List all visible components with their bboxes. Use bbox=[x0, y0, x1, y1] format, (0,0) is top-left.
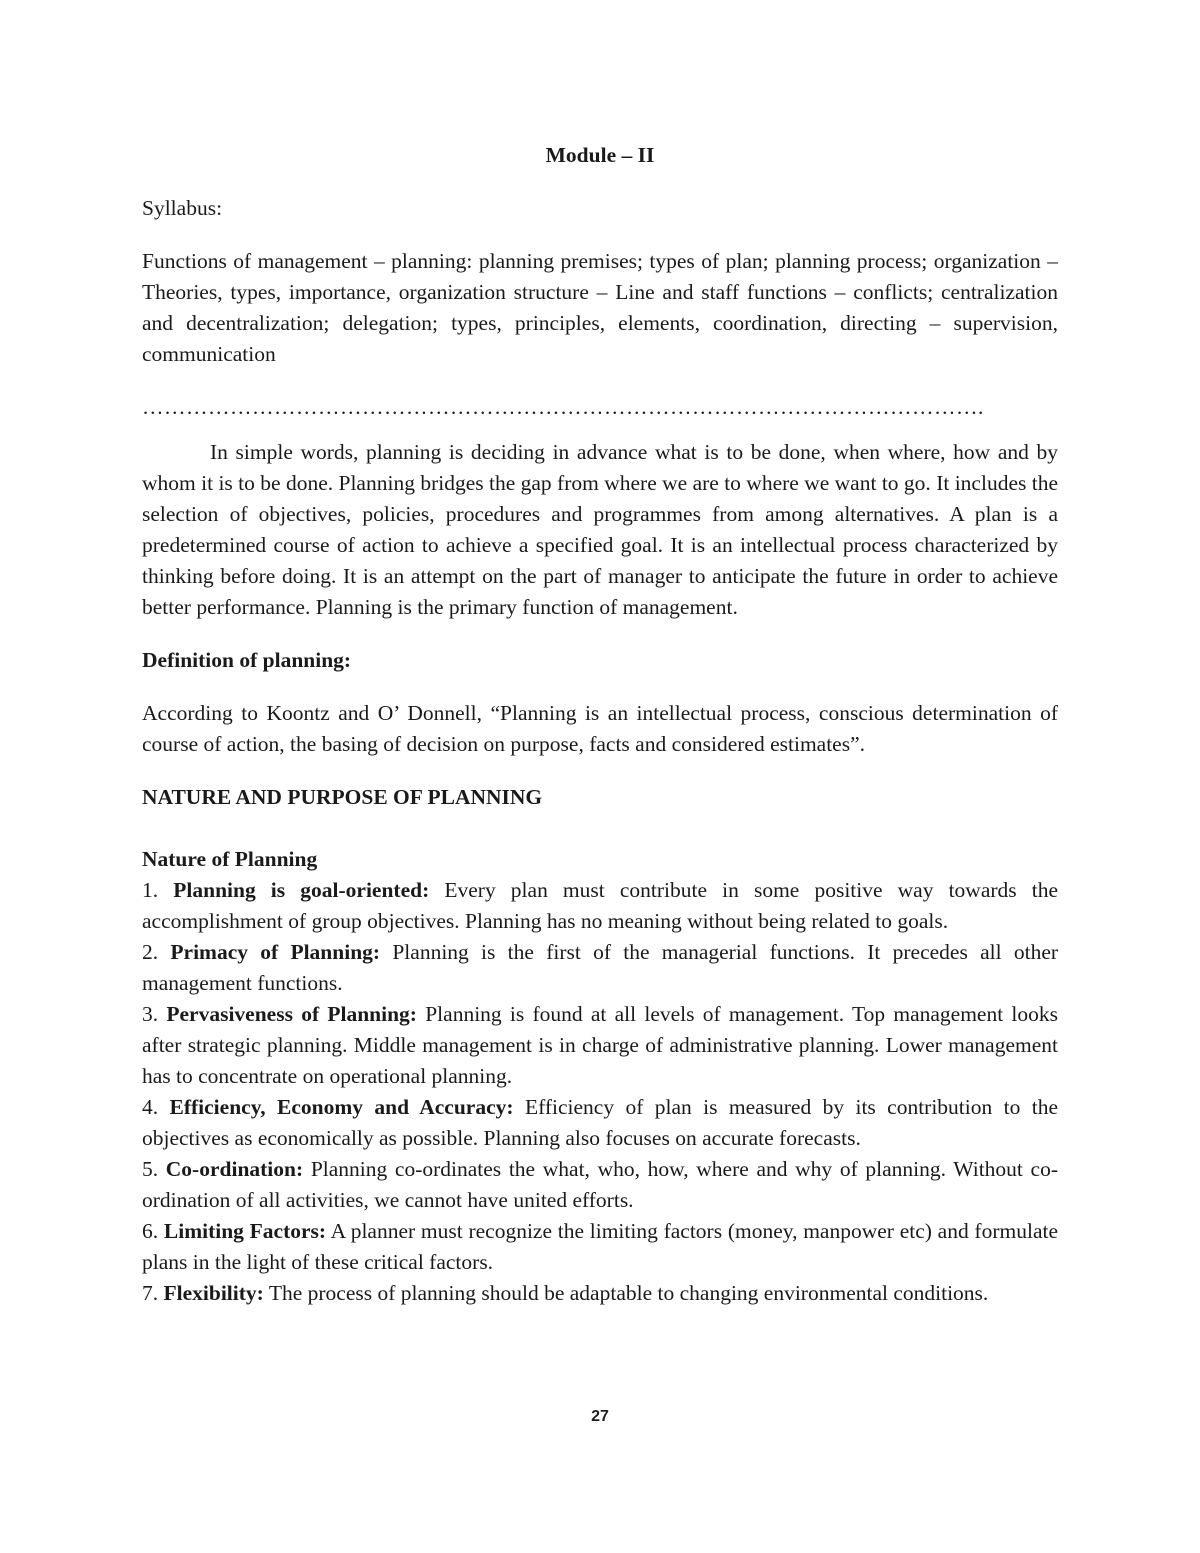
item-text: Planning co-ordinates the what, who, how, where and why of planning. Without co-ordination of all activities, we cannot have united efforts. bbox=[142, 1157, 1058, 1212]
item-number: 4. bbox=[142, 1095, 159, 1119]
item-number: 2. bbox=[142, 940, 159, 964]
item-text: Efficiency of plan is measured by its contribution to the objectives as economically as possible. Planning also focuses on accurate forecasts. bbox=[142, 1095, 1058, 1150]
item-title: Limiting Factors: bbox=[163, 1219, 327, 1243]
syllabus-label: Syllabus: bbox=[142, 196, 223, 220]
item-text: A planner must recognize the limiting factors (money, manpower etc) and formulate plans in the light of these critical factors. bbox=[142, 1219, 1059, 1274]
dotted-separator: ……………………………………………………………………………………………………. bbox=[142, 395, 984, 419]
item-title: Planning is goal-oriented: bbox=[173, 878, 430, 902]
item-number: 6. bbox=[142, 1219, 159, 1243]
section-heading: NATURE AND PURPOSE OF PLANNING bbox=[142, 785, 543, 809]
document-page bbox=[142, 140, 1058, 1309]
item-title: Flexibility: bbox=[163, 1281, 264, 1305]
module-title: Module – II bbox=[545, 143, 655, 167]
item-title: Primacy of Planning: bbox=[170, 940, 381, 964]
item-number: 1. bbox=[142, 878, 159, 902]
intro-paragraph: In simple words, planning is deciding in advance what is to be done, when where, how and by whom it is to be done. Planning bridges the gap from where we are to where we want to go. It includes the selection of objectives, policies, procedures and programmes from among alternatives. A plan is a predetermined course of action to achieve a specified goal. It is an intellectual process characterized by thinking before doing. It is an attempt on the part of manager to anticipate the future in order to achieve better performance. Planning is the primary function of management. bbox=[142, 440, 1058, 619]
list-item bbox=[142, 937, 1058, 999]
list-item bbox=[142, 1278, 1058, 1309]
item-text: Planning is the first of the managerial functions. It precedes all other management functions. bbox=[142, 940, 1059, 995]
item-title: Efficiency, Economy and Accuracy: bbox=[169, 1095, 514, 1119]
item-number: 5. bbox=[142, 1157, 159, 1181]
list-item bbox=[142, 1092, 1058, 1154]
item-number: 7. bbox=[142, 1281, 159, 1305]
nature-heading: Nature of Planning bbox=[142, 847, 318, 871]
item-title: Pervasiveness of Planning: bbox=[166, 1002, 417, 1026]
list-item bbox=[142, 875, 1058, 937]
item-text: Every plan must contribute in some positive way towards the accomplishment of group objectives. Planning has no meaning without being related to goals. bbox=[142, 878, 1059, 933]
definition-text: According to Koontz and O’ Donnell, “Planning is an intellectual process, conscious determination of course of action, the basing of decision on purpose, facts and considered estimates”. bbox=[142, 701, 1058, 756]
list-item bbox=[142, 1154, 1058, 1216]
definition-heading: Definition of planning: bbox=[142, 648, 352, 672]
item-number: 3. bbox=[142, 1002, 159, 1026]
item-text: Planning is found at all levels of management. Top management looks after strategic planning. Middle management is in charge of administrative planning. Lower management has to concentrate on operational planning. bbox=[142, 1002, 1059, 1088]
syllabus-text: Functions of management – planning: planning premises; types of plan; planning process; organization – Theories, types, importance, organization structure – Line and staff functions – conflicts; centralization and decentralization; delegation; types, principles, elements, coordination, directing – supervision, communication bbox=[142, 249, 1058, 366]
page-number: 27 bbox=[591, 1408, 609, 1425]
list-item bbox=[142, 1216, 1058, 1278]
item-title: Co-ordination: bbox=[165, 1157, 304, 1181]
item-text: The process of planning should be adaptable to changing environmental conditions. bbox=[268, 1281, 989, 1305]
list-item bbox=[142, 999, 1058, 1092]
